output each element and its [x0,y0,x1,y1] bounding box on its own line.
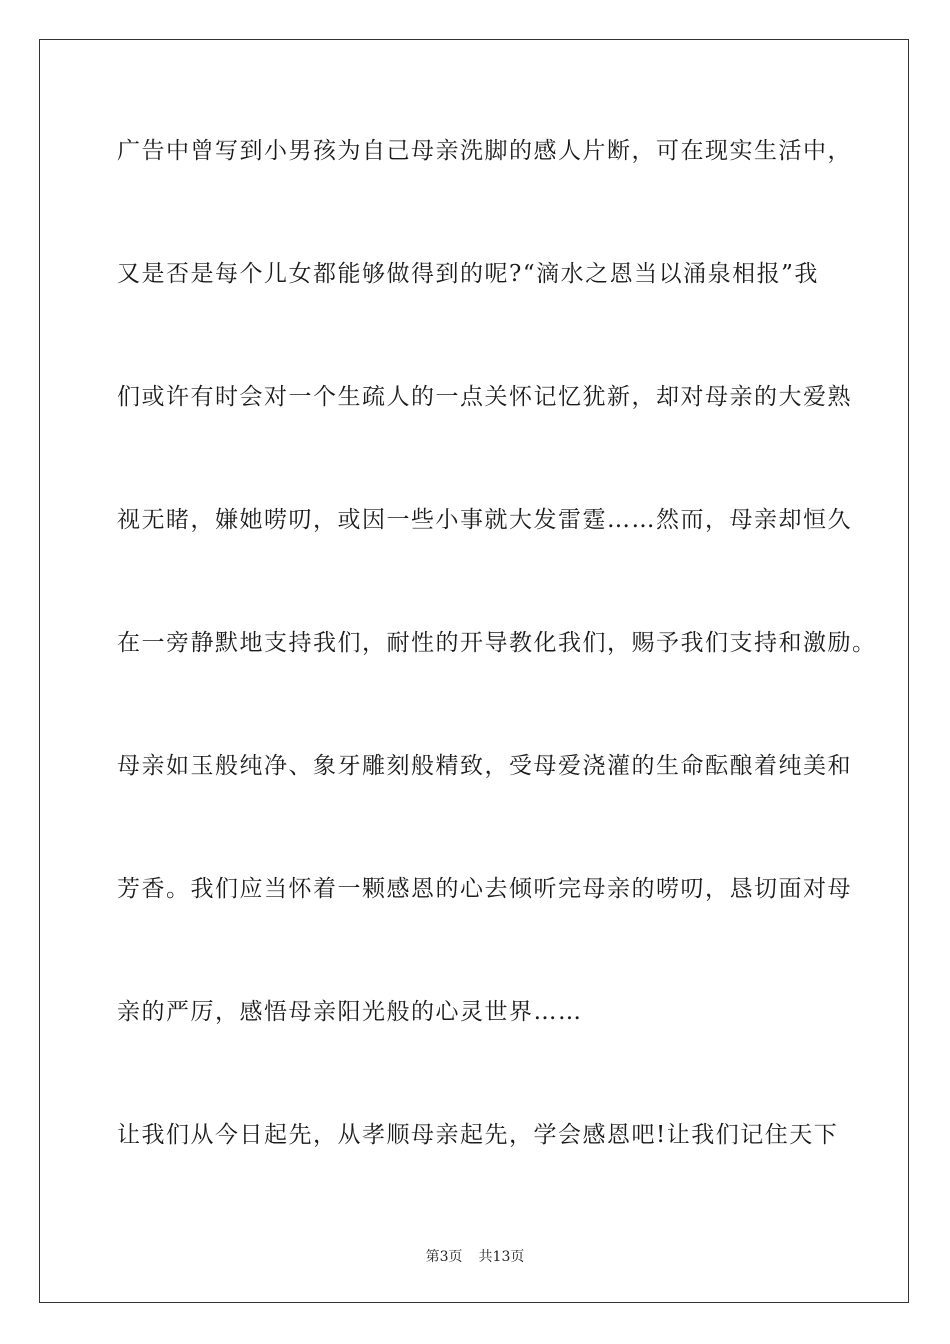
body-line-4: 视无睹，嫌她唠叨，或因一些小事就大发雷霆……然而，母亲却恒久 [117,507,852,533]
body-line-3: 们或许有时会对一个生疏人的一点关怀记忆犹新，却对母亲的大爱熟 [117,384,852,410]
body-line-1: 广告中曾写到小男孩为自己母亲洗脚的感人片断，可在现实生活中， [117,138,852,164]
body-line-6: 母亲如玉般纯净、象牙雕刻般精致，受母爱浇灌的生命酝酿着纯美和 [117,753,852,779]
page-number: 第3页 [425,1249,463,1265]
page-footer [0,1248,950,1266]
body-line-5: 在一旁静默地支持我们，耐性的开导教化我们，赐予我们支持和激励。 [117,630,877,656]
body-line-2: 又是否是每个儿女都能够做得到的呢?“滴水之恩当以涌泉相报”我 [117,261,819,287]
page-border [39,39,909,1303]
body-line-9: 让我们从今日起先，从孝顺母亲起先，学会感恩吧!让我们记住天下 [117,1122,839,1148]
page-total: 共13页 [478,1249,525,1265]
body-line-7: 芳香。我们应当怀着一颗感恩的心去倾听完母亲的唠叨，恳切面对母 [117,876,852,902]
body-line-8: 亲的严厉，感悟母亲阳光般的心灵世界…… [117,999,583,1025]
